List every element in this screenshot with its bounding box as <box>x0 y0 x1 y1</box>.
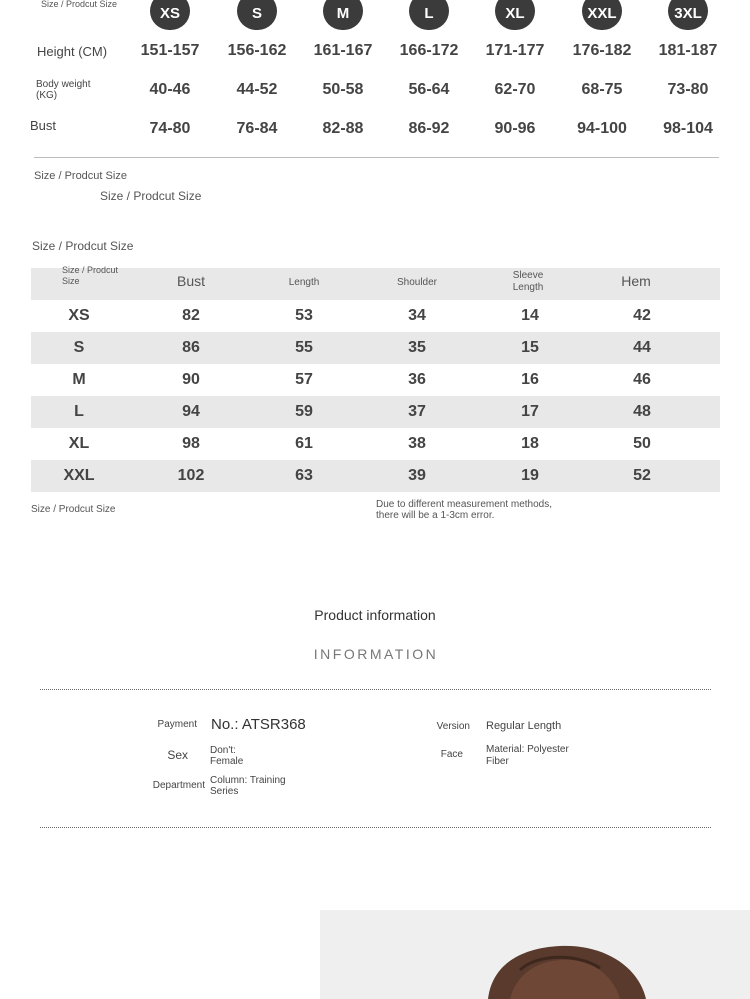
row-xl-shoulder: 38 <box>408 435 426 452</box>
row-xs-length: 53 <box>295 307 313 324</box>
size-pill-3xl: 3XL <box>668 0 708 30</box>
row-m-sleeve: 16 <box>521 371 539 388</box>
table-row <box>31 460 720 492</box>
table-header-row <box>31 265 720 300</box>
header-bust: Bust <box>176 273 205 289</box>
row-l-hem: 48 <box>633 403 651 420</box>
product-info-subtitle: INFORMATION <box>313 646 439 662</box>
size-pill-m: M <box>323 0 363 30</box>
row-l-bust: 94 <box>182 403 200 420</box>
row-xs-shoulder: 34 <box>408 307 426 324</box>
row-xxl-length: 63 <box>295 467 313 484</box>
size-chart-header-label: Size / Prodcut Size <box>41 0 118 9</box>
row-m-shoulder: 36 <box>408 371 426 388</box>
info-key-payment: Payment <box>157 719 197 730</box>
size-pill-s: S <box>237 0 277 30</box>
size-pill-xl: XL <box>495 0 535 30</box>
row-xs-sleeve: 14 <box>521 307 539 324</box>
caption-size-2: Size / Prodcut Size <box>100 189 202 203</box>
caption-size-4: Size / Prodcut Size <box>31 504 116 515</box>
size-pill-l: L <box>409 0 449 30</box>
bust-xxl: 94-100 <box>577 120 627 137</box>
height-s: 156-162 <box>227 42 287 59</box>
height-xxl: 176-182 <box>572 42 632 59</box>
table-row <box>31 396 720 428</box>
info-key-face: Face <box>440 749 463 760</box>
row-s-bust: 86 <box>182 339 200 356</box>
row-m-length: 57 <box>295 371 313 388</box>
row-s-length: 55 <box>295 339 313 356</box>
bust-xs: 74-80 <box>149 120 191 137</box>
info-key-version: Version <box>436 721 470 732</box>
size-pill-xs: XS <box>150 0 190 30</box>
height-3xl: 181-187 <box>658 42 718 59</box>
info-val-face: Material: Polyester Fiber <box>486 744 569 767</box>
row-label-height: Height (CM) <box>37 44 108 59</box>
row-xxl-bust: 102 <box>177 467 205 484</box>
row-s-size: S <box>73 339 85 356</box>
row-xl-hem: 50 <box>633 435 651 452</box>
row-m-bust: 90 <box>182 371 200 388</box>
header-sleeve-length: Sleeve Length <box>512 270 544 293</box>
info-val-department: Column: Training Series <box>210 775 286 797</box>
caption-size-3: Size / Prodcut Size <box>32 239 134 253</box>
row-xl-sleeve: 18 <box>521 435 539 452</box>
weight-xs: 40-46 <box>149 81 191 98</box>
size-pill-xxl: XXL <box>582 0 622 30</box>
info-key-sex: Sex <box>167 748 188 762</box>
product-info-title: Product information <box>314 607 436 623</box>
height-l: 166-172 <box>399 42 459 59</box>
row-xs-size: XS <box>68 307 90 324</box>
row-xxl-size: XXL <box>63 467 95 484</box>
weight-m: 50-58 <box>322 81 364 98</box>
row-xs-bust: 82 <box>182 307 200 324</box>
model-hair-icon <box>320 910 750 999</box>
bust-s: 76-84 <box>236 120 278 137</box>
weight-xl: 62-70 <box>494 81 536 98</box>
row-xs-hem: 42 <box>633 307 651 324</box>
row-label-body-weight: Body weight (KG) <box>36 79 91 101</box>
weight-3xl: 73-80 <box>667 81 709 98</box>
height-xs: 151-157 <box>140 42 200 59</box>
row-xxl-sleeve: 19 <box>521 467 539 484</box>
weight-xxl: 68-75 <box>581 81 623 98</box>
info-val-sex: Don't: Female <box>210 745 244 767</box>
divider <box>34 157 719 158</box>
info-key-department: Department <box>152 780 205 791</box>
row-xl-size: XL <box>68 435 90 452</box>
caption-size-1: Size / Prodcut Size <box>34 170 127 182</box>
header-hem: Hem <box>621 273 651 289</box>
row-l-sleeve: 17 <box>521 403 539 420</box>
info-val-payment: No.: ATSR368 <box>211 716 306 733</box>
row-s-hem: 44 <box>633 339 651 356</box>
row-s-shoulder: 35 <box>408 339 426 356</box>
row-xxl-shoulder: 39 <box>408 467 426 484</box>
header-length: Length <box>288 277 320 288</box>
height-xl: 171-177 <box>485 42 545 59</box>
bust-3xl: 98-104 <box>663 120 713 137</box>
row-xxl-hem: 52 <box>633 467 651 484</box>
header-shoulder: Shoulder <box>396 277 438 288</box>
model-photo <box>320 910 750 999</box>
row-l-shoulder: 37 <box>408 403 426 420</box>
table-row <box>31 364 720 396</box>
weight-s: 44-52 <box>236 81 278 98</box>
row-l-length: 59 <box>295 403 313 420</box>
bust-l: 86-92 <box>408 120 450 137</box>
table-row <box>31 300 720 332</box>
row-xl-length: 61 <box>295 435 313 452</box>
info-val-version: Regular Length <box>486 720 562 732</box>
dotted-divider-bottom <box>40 827 711 828</box>
table-row <box>31 428 720 460</box>
bust-xl: 90-96 <box>494 120 536 137</box>
row-m-hem: 46 <box>633 371 651 388</box>
height-m: 161-167 <box>313 42 373 59</box>
row-s-sleeve: 15 <box>521 339 539 356</box>
row-l-size: L <box>74 403 84 420</box>
weight-l: 56-64 <box>408 81 450 98</box>
dotted-divider-top <box>40 689 711 690</box>
header-size: Size / Prodcut Size <box>62 265 119 286</box>
row-m-size: M <box>72 371 86 388</box>
row-xl-bust: 98 <box>182 435 200 452</box>
row-label-bust: Bust <box>30 118 57 133</box>
table-row <box>31 332 720 364</box>
bust-m: 82-88 <box>322 120 364 137</box>
measurement-error-note: Due to different measurement methods, there will be a 1-3cm error. <box>376 499 553 521</box>
